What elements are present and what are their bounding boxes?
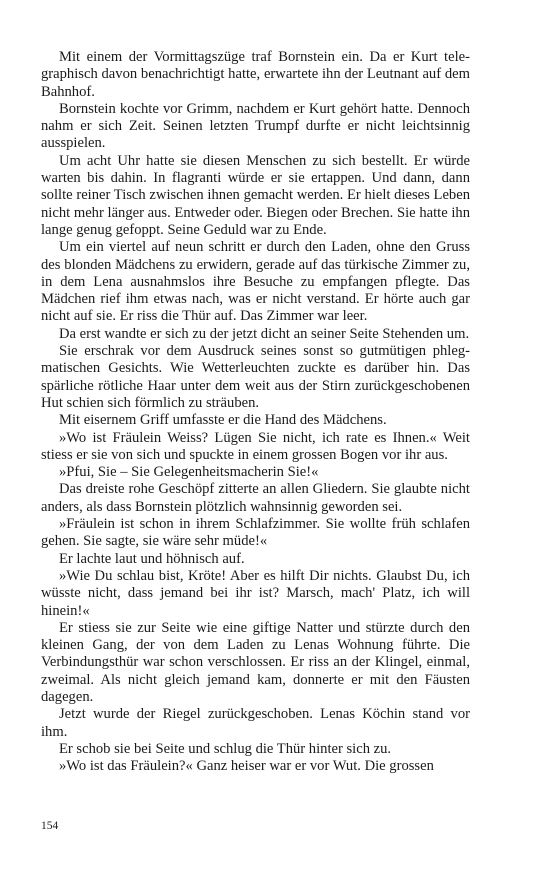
- paragraph: »Pfui, Sie – Sie Gelegenheitsmacherin Sie!«: [59, 464, 319, 481]
- paragraph: Er schob sie bei Seite und schlug die Thür hinter sich zu.: [59, 740, 392, 757]
- paragraph: Bornstein kochte vor Grimm, nachdem er Kurt gehört hatte. Dennoch nahm er sich Zeit. Seinen letzten Trumpf durfte er nicht leichtsinnig ausspielen.: [41, 100, 470, 152]
- paragraph: Das dreiste rohe Geschöpf zitterte an allen Gliedern. Sie glaubte nicht anders, als dass Bornstein plötzlich wahnsinnig geworden sei.: [41, 481, 470, 515]
- paragraph: Um ein viertel auf neun schritt er durch den Laden, ohne den Gruss des blonden Mädchens zu erwidern, gerade auf das türkische Zimmer zu, in dem Lena ausnahmslos ihre Besuche zu empfangen pflegte. Das Mädchen rief ihm etwas nach, was er nicht verstand. Er hörte auch gar nicht auf sie. Er riss die Thür auf. Das Zimmer war leer.: [41, 239, 470, 325]
- paragraph: »Fräulein ist schon in ihrem Schlafzimmer. Sie wollte früh schlafen gehen. Sie sagte, sie wäre sehr müde!«: [41, 516, 470, 550]
- paragraph: »Wo ist Fräulein Weiss? Lügen Sie nicht, ich rate es Ihnen.« Weit stiess er sie von sich und spuckte in einem grossen Bogen vor ihr aus.: [41, 429, 470, 463]
- paragraph: Da erst wandte er sich zu der jetzt dicht an seiner Seite Stehenden um.: [59, 325, 470, 342]
- paragraph: »Wo ist das Fräulein?« Ganz heiser war er vor Wut. Die grossen: [59, 758, 434, 775]
- paragraph: »Wie Du schlau bist, Kröte! Aber es hilft Dir nichts. Glaubst Du, ich wüsste nicht, dass jemand bei ihr ist? Marsch, mach' Platz, ich will hinein!«: [41, 567, 470, 619]
- paragraph: Mit einem der Vormittagszüge traf Bornstein ein. Da er Kurt telegraphisch davon benachrichtigt hatte, erwartete ihn der Leutnant auf dem Bahnhof.: [41, 49, 470, 100]
- paragraph: Um acht Uhr hatte sie diesen Menschen zu sich bestellt. Er würde warten bis dahin. In flagranti würde er sie ertappen. Und dann, dann sollte reiner Tisch zwischen ihnen gemacht werden. Er hielt dieses Leben nicht mehr länger aus. Entweder oder. Biegen oder Brechen. Sie hatte ihn lange genug gefoppt. Seine Geduld war zu Ende.: [41, 152, 470, 238]
- paragraph: Er stiess sie zur Seite wie eine giftige Natter und stürzte durch den kleinen Gang, der von dem Laden zu Lenas Wohnung führte. Die Verbindungsthür war schon verschlossen. Er riss an der Klingel, einmal, zweimal. Als nicht gleich jemand kam, donnerte er mit den Fäusten dagegen.: [41, 619, 470, 705]
- paragraph: Mit eisernem Griff umfasste er die Hand des Mädchens.: [59, 412, 387, 429]
- paragraph: Jetzt wurde der Riegel zurückgeschoben. Lenas Köchin stand vor ihm.: [41, 706, 470, 740]
- paragraph: Sie erschrak vor dem Ausdruck seines sonst so gutmütigen phlegmatischen Gesichts. Wie Wetterleuchten zuckte es darüber hin. Das spärliche rötliche Haar unter dem weit aus der Stirn zurückgeschobenen Hut schien sich förmlich zu sträuben.: [41, 343, 470, 411]
- body-text: [41, 49, 470, 775]
- page-number: 154: [41, 820, 59, 832]
- paragraph: Er lachte laut und höhnisch auf.: [59, 550, 245, 567]
